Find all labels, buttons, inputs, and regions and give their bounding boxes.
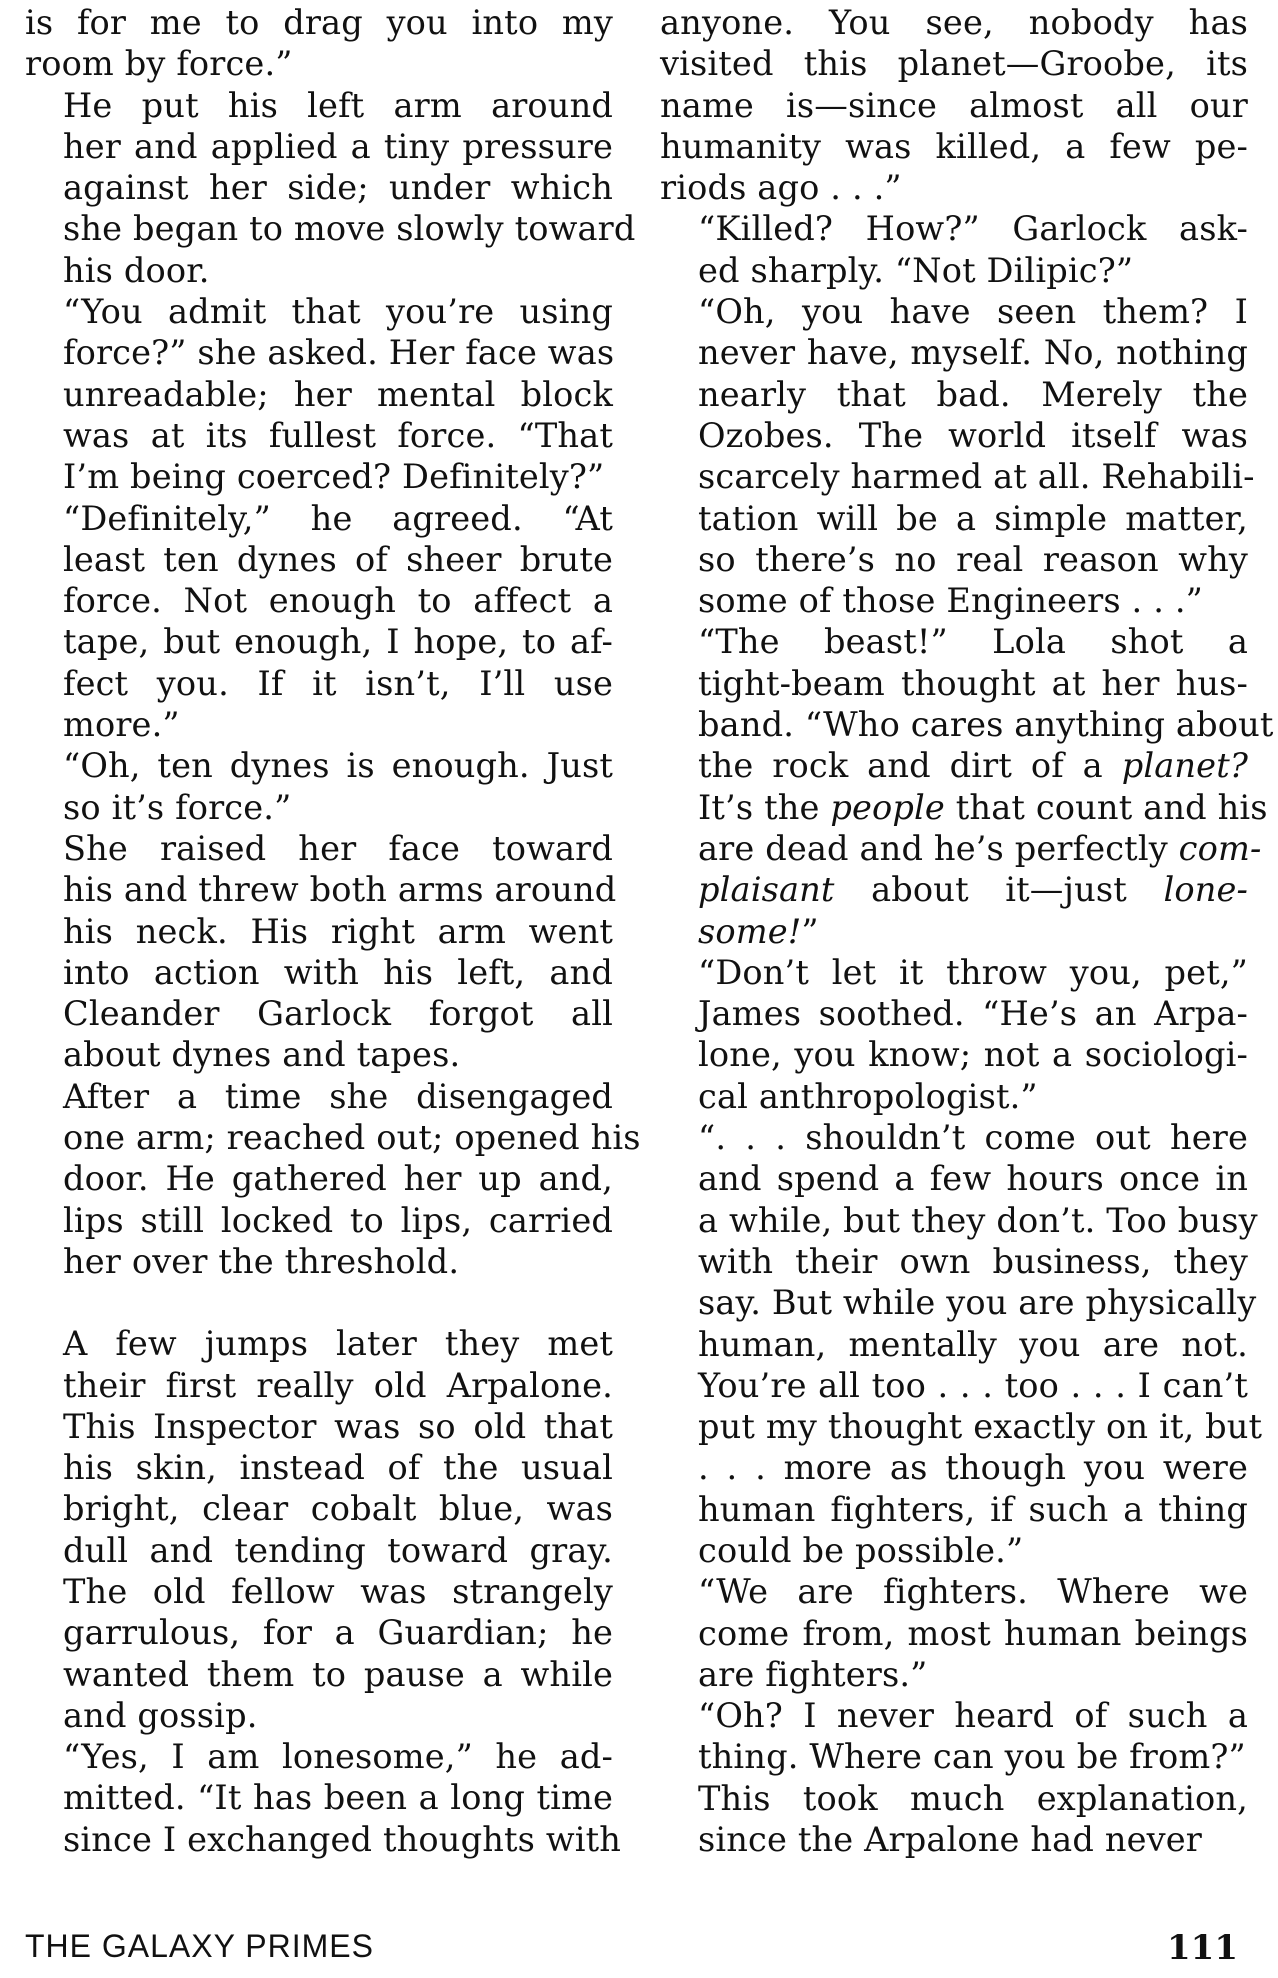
text-line: “We are fighters. Where we: [698, 1572, 1248, 1612]
text-line: fect you. If it isn’t, I’ll use: [63, 663, 613, 703]
paragraph: [660, 2, 1248, 208]
paragraph: [25, 85, 636, 291]
text-line: never have, myself. No, nothing: [698, 333, 1248, 373]
text-line: so there’s no real reason why: [698, 539, 1248, 579]
text-line: and gossip.: [63, 1695, 258, 1735]
paragraph: [660, 208, 1248, 291]
text-line: so it’s force.”: [63, 787, 292, 827]
text-line: “The beast!” Lola shot a: [698, 622, 1248, 662]
text-line: This Inspector was so old that: [63, 1406, 613, 1446]
text-line: After a time she disengaged: [63, 1076, 613, 1116]
text-line: Cleander Garlock forgot all: [63, 994, 613, 1034]
text-line: name is—since almost all our: [660, 85, 1248, 125]
text-line: and spend a few hours once in: [698, 1159, 1248, 1199]
text-line: more.”: [63, 705, 180, 745]
paragraph: [25, 745, 613, 828]
paragraph: [25, 1323, 613, 1736]
text-line: band. “Who cares anything about: [698, 705, 1274, 745]
text-line: riods ago . . .”: [660, 168, 902, 208]
text-line: human, mentally you are not.: [698, 1324, 1248, 1364]
text-line: It’s the people that count and his: [698, 787, 1268, 827]
text-line: bright, clear cobalt blue, was: [63, 1489, 613, 1529]
page-number: 111: [1167, 1928, 1238, 1968]
text-line: “Oh, you have seen them? I: [698, 292, 1248, 332]
text-line: human fighters, if such a thing: [698, 1489, 1248, 1529]
text-line: with their own business, they: [698, 1241, 1248, 1281]
text-line: the rock and dirt of a planet?: [698, 746, 1248, 786]
running-title: THE GALAXY PRIMES: [25, 1928, 374, 1964]
text-line: ed sharply. “Not Dilipic?”: [698, 250, 1134, 290]
text-line: plaisant about it—just lone-: [698, 870, 1248, 910]
text-line: was at its fullest force. “That: [63, 415, 613, 455]
text-line: his neck. His right arm went: [63, 911, 613, 951]
text-line: some!”: [698, 911, 819, 951]
paragraph: [660, 1778, 1248, 1861]
text-line: thing. Where can you be from?”: [698, 1737, 1246, 1777]
paragraph: [25, 498, 613, 746]
text-line: put my thought exactly on it, but: [698, 1407, 1263, 1447]
text-line: her over the threshold.: [63, 1241, 460, 1281]
text-line: Ozobes. The world itself was: [698, 415, 1248, 455]
text-line: least ten dynes of sheer brute: [63, 539, 613, 579]
text-line: “Definitely,” he agreed. “At: [63, 498, 613, 538]
text-line: cal anthropologist.”: [698, 1076, 1038, 1116]
paragraph: [660, 621, 1274, 951]
text-line: . . . more as though you were: [698, 1448, 1248, 1488]
text-line: scarcely harmed at all. Rehabili-: [698, 457, 1255, 497]
text-line: “. . . shouldn’t come out here: [698, 1118, 1248, 1158]
text-line: are dead and he’s perfectly com-: [698, 828, 1262, 868]
text-line: against her side; under which: [63, 168, 613, 208]
text-line: lips still locked to lips, carried: [63, 1200, 613, 1240]
text-line: mitted. “It has been a long time: [63, 1778, 613, 1818]
text-line: A few jumps later they met: [63, 1324, 613, 1364]
text-line: “You admit that you’re using: [63, 292, 613, 332]
text-line: tape, but enough, I hope, to af-: [63, 622, 613, 662]
text-line: “Oh, ten dynes is enough. Just: [63, 746, 613, 786]
text-line: his door.: [63, 250, 210, 290]
paragraph: [660, 952, 1248, 1117]
paragraph: [660, 1117, 1263, 1571]
text-line: anyone. You see, nobody has: [660, 3, 1248, 42]
text-line: He put his left arm around: [63, 85, 613, 125]
paragraph: [25, 828, 617, 1076]
text-line: she began to move slowly toward: [63, 209, 636, 249]
text-line: James soothed. “He’s an Arpa-: [698, 994, 1248, 1034]
text-line: say. But while you are physically: [698, 1283, 1257, 1323]
text-line: lone, you know; not a sociologi-: [698, 1035, 1248, 1075]
text-line: about dynes and tapes.: [63, 1035, 461, 1075]
text-line: is for me to drag you into my: [25, 3, 613, 42]
paragraph: [25, 1076, 641, 1282]
text-line: “Killed? How?” Garlock ask-: [698, 209, 1248, 249]
text-line: his skin, instead of the usual: [63, 1448, 613, 1488]
text-line: “Yes, I am lonesome,” he ad-: [63, 1737, 613, 1777]
text-line: room by force.”: [25, 44, 293, 84]
paragraph: [25, 2, 613, 85]
text-line: “Don’t let it throw you, pet,”: [698, 952, 1248, 992]
text-line: some of those Engineers . . .”: [698, 581, 1203, 621]
text-line: are fighters.”: [698, 1654, 928, 1694]
text-line: unreadable; her mental block: [63, 374, 613, 414]
left-text-column: [25, 2, 641, 1860]
text-line: since I exchanged thoughts with: [63, 1819, 622, 1859]
paragraph: [660, 1695, 1248, 1778]
text-line: a while, but they don’t. Too busy: [698, 1200, 1258, 1240]
text-line: I’m being coerced? Definitely?”: [63, 457, 605, 497]
text-line: his and threw both arms around: [63, 870, 617, 910]
text-line: She raised her face toward: [63, 828, 613, 868]
text-line: nearly that bad. Merely the: [698, 374, 1248, 414]
text-line: tation will be a simple matter,: [698, 498, 1248, 538]
text-line: her and applied a tiny pressure: [63, 126, 613, 166]
paragraph: [660, 1571, 1248, 1695]
text-line: force. Not enough to affect a: [63, 581, 613, 621]
paragraph: [660, 291, 1255, 621]
text-line: garrulous, for a Guardian; he: [63, 1613, 613, 1653]
text-line: dull and tending toward gray.: [63, 1530, 613, 1570]
text-line: This took much explanation,: [698, 1778, 1248, 1818]
text-line: humanity was killed, a few pe-: [660, 126, 1248, 166]
text-line: tight-beam thought at her hus-: [698, 663, 1248, 703]
text-line: force?” she asked. Her face was: [63, 333, 615, 373]
paragraph: [25, 1736, 622, 1860]
text-line: door. He gathered her up and,: [63, 1159, 613, 1199]
text-line: could be possible.”: [698, 1530, 1024, 1570]
text-line: one arm; reached out; opened his: [63, 1118, 641, 1158]
right-text-column: [660, 2, 1274, 1860]
text-line: their first really old Arpalone.: [63, 1365, 613, 1405]
text-line: The old fellow was strangely: [63, 1571, 613, 1611]
paragraph: [25, 291, 613, 497]
text-line: come from, most human beings: [698, 1613, 1248, 1653]
text-line: since the Arpalone had never: [698, 1820, 1202, 1860]
text-line: “Oh? I never heard of such a: [698, 1696, 1248, 1736]
text-line: You’re all too . . . too . . . I can’t: [698, 1365, 1248, 1405]
text-line: visited this planet—Groobe, its: [660, 44, 1248, 84]
text-line: into action with his left, and: [63, 952, 613, 992]
page-footer: [25, 1928, 1248, 1968]
text-line: wanted them to pause a while: [63, 1654, 613, 1694]
